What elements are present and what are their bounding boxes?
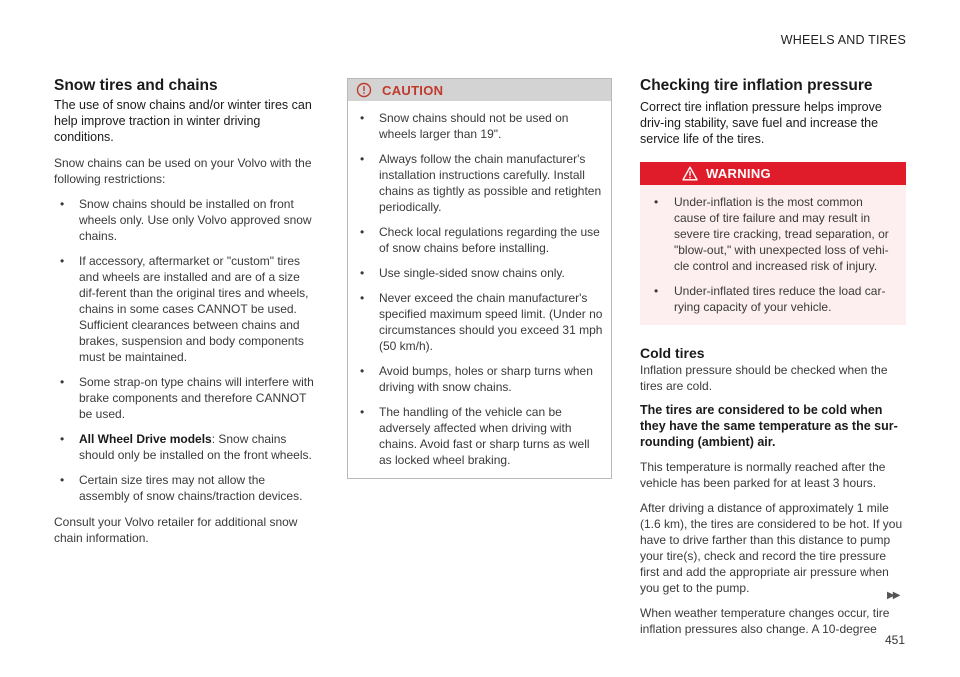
running-header: WHEELS AND TIRES	[780, 33, 906, 47]
awd-label: All Wheel Drive models	[79, 432, 212, 446]
paragraph: Inflation pressure should be checked when the tires are cold.	[640, 363, 888, 393]
intro-text: Snow chains can be used on your Volvo with the following restrictions:	[54, 156, 312, 186]
section-lead: Correct tire inflation pressure helps improve driv-ing stability, save fuel and increase the service life of the tires.	[640, 100, 882, 146]
list-item	[54, 431, 319, 463]
closing-text: Consult your Volvo retailer for additional snow chain information.	[54, 515, 298, 545]
list-item: • Snow chains should be installed on front wheels only. Use only Volvo approved snow chains.	[54, 196, 319, 244]
section-title: Snow tires and chains	[54, 77, 218, 94]
warning-triangle-icon	[682, 166, 698, 181]
warning-title: WARNING	[706, 166, 771, 181]
tire-pressure-column	[640, 76, 906, 637]
paragraph: After driving a distance of approximately 1 mile (1.6 km), the tires are considered to be hot. If you have to drive farther than this distance to pump your tire(s), check and record the tire pressure first and add the appropriate air pressure when you get to the pump.	[640, 501, 903, 595]
list-item: • Under-inflated tires reduce the load car-rying capacity of your vehicle.	[648, 283, 894, 315]
section-lead: The use of snow chains and/or winter tires can help improve traction in winter driving conditions.	[54, 98, 312, 144]
restrictions-list	[54, 196, 319, 504]
warning-list	[648, 194, 894, 315]
emphasis-paragraph: The tires are considered to be cold when they have the same temperature as the sur-rounding (ambient) air.	[640, 403, 898, 449]
list-item: • Avoid bumps, holes or sharp turns when driving with snow chains.	[354, 363, 603, 395]
list-item: • If accessory, aftermarket or "custom" tires and wheels are installed and are of a size dif-ferent than the original tires and wheels, chains in some cases CANNOT be used. Sufficient clearances between chains and brakes, suspension and body components must be maintained.	[54, 253, 319, 365]
next-page-icon: ▶▶	[887, 590, 899, 601]
list-item: • Always follow the chain manufacturer's installation instructions carefully. Install chains as tightly as possible and retighten periodically.	[354, 151, 603, 215]
warning-box	[640, 162, 906, 325]
list-item: • Use single-sided snow chains only.	[354, 265, 603, 281]
section-title: Checking tire inflation pressure	[640, 77, 873, 94]
list-item: • Check local regulations regarding the use of snow chains before installing.	[354, 224, 603, 256]
subsection-title: Cold tires	[640, 345, 705, 361]
list-item: • Snow chains should not be used on wheels larger than 19".	[354, 110, 603, 142]
warning-body	[640, 194, 906, 325]
list-item: • The handling of the vehicle can be adversely affected when driving with chains. Avoid fast or sharp turns as well as locked wheel braking.	[354, 404, 603, 468]
caution-body	[348, 110, 611, 478]
caution-title: CAUTION	[382, 82, 444, 98]
caution-box	[347, 78, 612, 479]
warning-header	[640, 162, 906, 185]
list-item: • Certain size tires may not allow the assembly of snow chains/traction devices.	[54, 472, 319, 504]
list-item: • Never exceed the chain manufacturer's specified maximum speed limit. (Under no circumstances should you exceed 31 mph (50 km/h).	[354, 290, 603, 354]
caution-circle-icon	[356, 82, 372, 98]
caution-list	[354, 110, 603, 468]
awd-text: : Snow chains should only be installed on the front wheels.	[79, 432, 312, 462]
snow-tires-column	[54, 76, 319, 546]
caution-header	[348, 78, 611, 101]
list-item: • Under-inflation is the most common cause of tire failure and may result in severe tire cracking, tread separation, or "blow-out," with unexpected loss of vehi-cle control and increased risk of injury.	[648, 194, 894, 274]
list-item: • Some strap-on type chains will interfere with brake components and therefore CANNOT be used.	[54, 374, 319, 422]
page-number: 451	[885, 633, 906, 647]
paragraph: This temperature is normally reached after the vehicle has been parked for at least 3 hours.	[640, 460, 886, 490]
paragraph: When weather temperature changes occur, tire inflation pressures also change. A 10-degree	[640, 606, 890, 636]
